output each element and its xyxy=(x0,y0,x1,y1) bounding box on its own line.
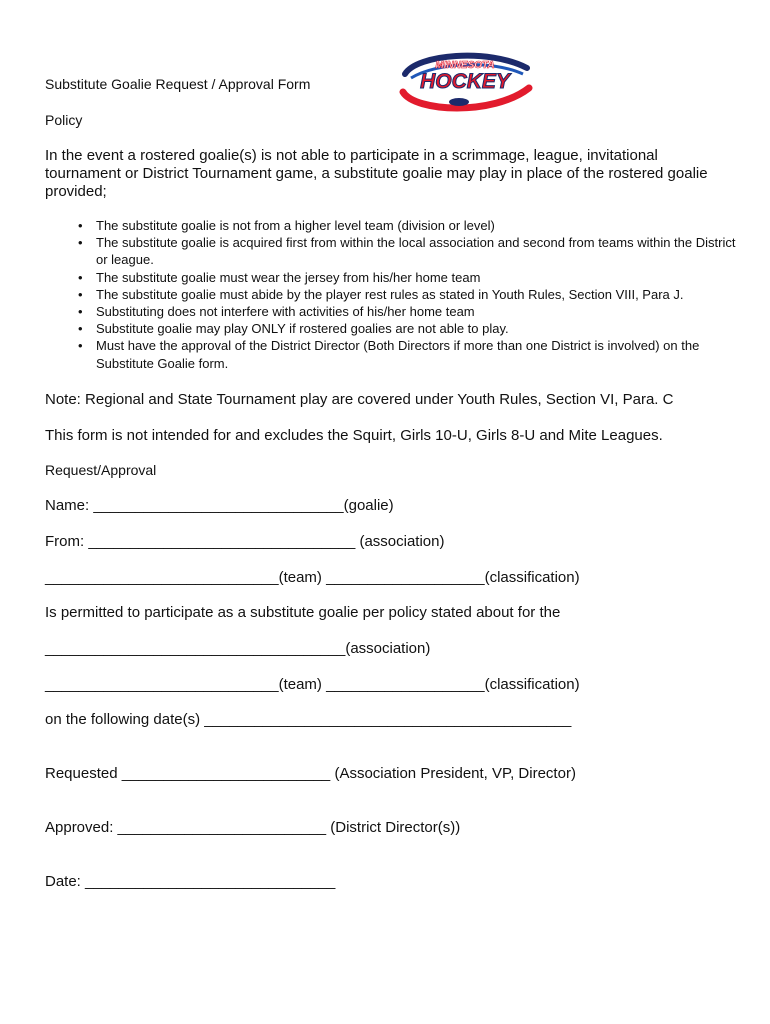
form-title: Substitute Goalie Request / Approval Form xyxy=(45,76,311,92)
policy-bullet: • The substitute goalie is acquired first from within the local association and second from teams within the District or league. xyxy=(96,234,736,268)
minnesota-hockey-logo xyxy=(397,48,535,116)
logo-main-word: HOCKEY xyxy=(420,70,510,93)
team-classification-field-1[interactable]: ____________________________(team) ___________________(classification) xyxy=(45,569,580,586)
policy-bullet-list xyxy=(0,217,736,372)
association-field[interactable]: ____________________________________(association) xyxy=(45,640,431,657)
name-field[interactable]: Name: ______________________________(goalie) xyxy=(45,497,394,514)
from-association-field[interactable]: From: ________________________________ (association) xyxy=(45,533,445,550)
logo-top-word: MINNESOTA xyxy=(435,60,495,71)
exclusion-note: This form is not intended for and excludes the Squirt, Girls 10-U, Girls 8-U and Mite Leagues. xyxy=(45,427,663,444)
policy-bullet: • The substitute goalie must wear the jersey from his/her home team xyxy=(96,269,736,286)
date-field[interactable]: Date: ______________________________ xyxy=(45,873,336,890)
regional-note: Note: Regional and State Tournament play are covered under Youth Rules, Section VI, Para. C xyxy=(45,391,674,408)
policy-bullet: • The substitute goalie must abide by the player rest rules as stated in Youth Rules, Section VIII, Para J. xyxy=(96,286,736,303)
policy-bullet: • Substitute goalie may play ONLY if rostered goalies are not able to play. xyxy=(96,320,736,337)
requested-signature-field[interactable]: Requested _________________________ (Association President, VP, Director) xyxy=(45,765,576,782)
policy-bullet: • Substituting does not interfere with activities of his/her home team xyxy=(96,303,736,320)
policy-bullet: • The substitute goalie is not from a higher level team (division or level) xyxy=(96,217,736,234)
permitted-statement: Is permitted to participate as a substitute goalie per policy stated about for the xyxy=(45,604,561,621)
approved-signature-field[interactable]: Approved: _________________________ (District Director(s)) xyxy=(45,819,461,836)
policy-heading: Policy xyxy=(45,112,83,128)
policy-bullet: • Must have the approval of the District Director (Both Directors if more than one District is involved) on the Substitute Goalie form. xyxy=(96,337,736,371)
dates-field[interactable]: on the following date(s) ____________________________________________ xyxy=(45,711,572,728)
policy-intro: In the event a rostered goalie(s) is not able to participate in a scrimmage, league, invitational tournament or District Tournament game, a substitute goalie may play in place of the rostered goalie provided; xyxy=(45,147,708,200)
team-classification-field-2[interactable]: ____________________________(team) ___________________(classification) xyxy=(45,676,580,693)
request-approval-heading: Request/Approval xyxy=(45,462,157,478)
